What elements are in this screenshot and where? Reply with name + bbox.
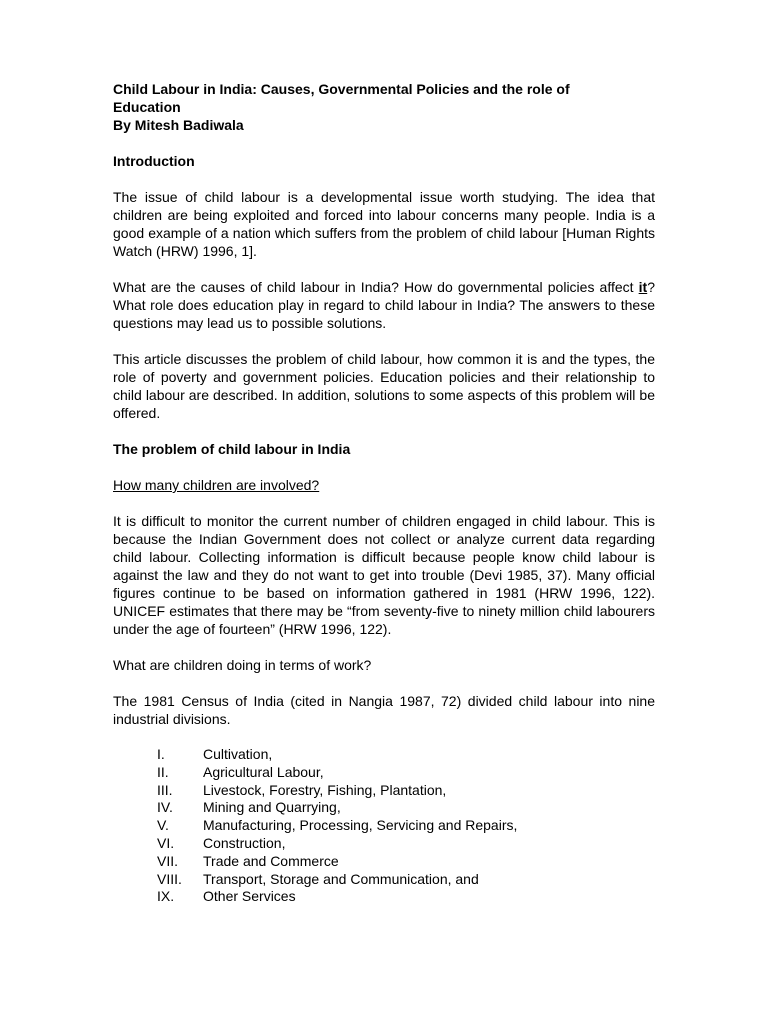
list-item: [157, 871, 655, 889]
list-item-number: VI.: [157, 834, 175, 851]
list-item-label: Agricultural Labour,: [203, 763, 324, 780]
emphasized-word: it: [638, 279, 648, 295]
list-item: [157, 888, 655, 906]
what-doing-subheading: What are children doing in terms of work?: [113, 657, 372, 673]
list-item: [157, 799, 655, 817]
intro-paragraph-2: [113, 278, 655, 332]
introduction-heading: Introduction: [113, 153, 195, 169]
list-item-number: V.: [157, 817, 169, 834]
title-line-1: Child Labour in India: Causes, Governmental Policies and the role of: [113, 81, 570, 97]
list-item-label: Transport, Storage and Communication, and: [203, 870, 479, 887]
how-many-subheading: How many children are involved?: [113, 477, 320, 493]
list-item-label: Livestock, Forestry, Fishing, Plantation,: [203, 781, 447, 798]
intro-paragraph-2-text-b: ? What role does education play in regard to child labour in India? The answers to these questions may lead us to possible solutions.: [113, 279, 655, 331]
problem-heading: The problem of child labour in India: [113, 441, 351, 457]
list-item-label: Construction,: [203, 834, 286, 851]
list-item-number: IV.: [157, 799, 173, 816]
byline: By Mitesh Badiwala: [113, 117, 244, 133]
list-item: [157, 746, 655, 764]
how-many-paragraph: It is difficult to monitor the current number of children engaged in child labour. This is because the Indian Government does not collect or analyze current data regarding child labour. Collecting information is difficult because people know child labour is against the law and they do not want to get into trouble (Devi 1985, 37). Many official figures continue to be based on information gathered in 1981 (HRW 1996, 122). UNICEF estimates that there may be “from seventy-five to ninety million child labourers under the age of fourteen” (HRW 1996, 122).: [113, 513, 655, 637]
list-item-label: Mining and Quarrying,: [203, 799, 341, 816]
list-item-number: III.: [157, 781, 173, 798]
list-item-label: Trade and Commerce: [203, 852, 339, 869]
census-paragraph: The 1981 Census of India (cited in Nangia 1987, 72) divided child labour into nine industrial divisions.: [113, 693, 655, 727]
intro-paragraph-2-text-a: What are the causes of child labour in India? How do governmental policies affect: [113, 279, 639, 295]
list-item-number: II.: [157, 763, 169, 780]
list-item-label: Other Services: [203, 888, 296, 905]
list-item: [157, 835, 655, 853]
list-item-number: VIII.: [157, 870, 182, 887]
document-title: [113, 80, 655, 134]
intro-paragraph-1: The issue of child labour is a developmental issue worth studying. The idea that children are being exploited and forced into labour concerns many people. India is a good example of a nation which suffers from the problem of child labour [Human Rights Watch (HRW) 1996, 1].: [113, 189, 655, 259]
document-page: [113, 80, 655, 906]
list-item-number: I.: [157, 746, 165, 762]
list-item-label: Manufacturing, Processing, Servicing and Repairs,: [203, 817, 518, 834]
list-item-number: IX.: [157, 888, 175, 905]
list-item: [157, 764, 655, 782]
list-item-label: Cultivation,: [203, 746, 273, 762]
list-item: [157, 817, 655, 835]
title-line-2: Education: [113, 99, 181, 115]
list-item: [157, 853, 655, 871]
list-item-number: VII.: [157, 852, 179, 869]
list-item: [157, 782, 655, 800]
intro-paragraph-3: This article discusses the problem of child labour, how common it is and the types, the role of poverty and government policies. Education policies and their relationship to child labour are described. In addition, solutions to some aspects of this problem will be offered.: [113, 351, 655, 421]
industrial-divisions-list: [113, 746, 655, 906]
